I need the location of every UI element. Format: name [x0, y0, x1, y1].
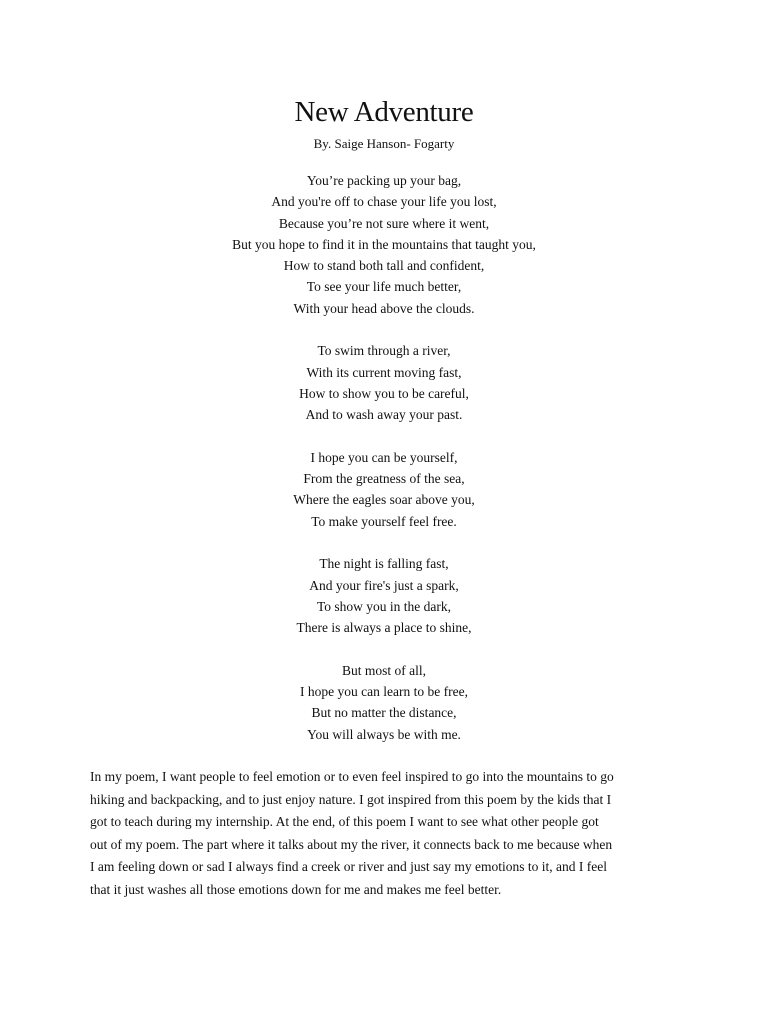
- poem-line: But you hope to find it in the mountains that taught you,: [232, 236, 536, 252]
- stanza-1: [0, 170, 768, 319]
- reflection-line: hiking and backpacking, and to just enjoy nature. I got inspired from this poem by the kids that I: [90, 791, 612, 807]
- poem-line: And your fire's just a spark,: [309, 577, 459, 593]
- reflection-line: out of my poem. The part where it talks about my the river, it connects back to me because when: [90, 836, 613, 852]
- poem-line: I hope you can learn to be free,: [300, 684, 468, 700]
- poem-line: To see your life much better,: [306, 279, 462, 295]
- poem-line: With its current moving fast,: [306, 364, 462, 380]
- poem-line: From the greatness of the sea,: [303, 471, 465, 487]
- reflection-paragraph: [90, 766, 690, 901]
- poem-line: The night is falling fast,: [319, 556, 449, 572]
- reflection-line: got to teach during my internship. At the end, of this poem I want to see what other people got: [90, 814, 599, 829]
- poem-line: To make yourself feel free.: [311, 513, 457, 529]
- poem-line: But no matter the distance,: [311, 705, 457, 721]
- reflection-line: that it just washes all those emotions down for me and makes me feel better.: [90, 881, 502, 897]
- poem-byline: By. Saige Hanson- Fogarty: [313, 136, 455, 151]
- poem-line: How to stand both tall and confident,: [283, 258, 485, 274]
- poem-line: You’re packing up your bag,: [306, 173, 462, 188]
- stanza-5: [0, 660, 768, 745]
- reflection-line: In my poem, I want people to feel emotion or to even feel inspired to go into the mountains to go: [90, 769, 614, 784]
- stanza-2: [0, 340, 768, 425]
- poem-line: And you're off to chase your life you lost,: [271, 194, 497, 210]
- poem-line: With your head above the clouds.: [293, 300, 475, 316]
- reflection-line: I am feeling down or sad I always find a creek or river and just say my emotions to it, and I feel: [90, 859, 607, 874]
- poem-line: How to show you to be careful,: [299, 385, 469, 401]
- poem-line: Where the eagles soar above you,: [293, 492, 475, 508]
- poem-line: To swim through a river,: [317, 343, 451, 359]
- poem-body: [0, 170, 768, 766]
- poem-line: There is always a place to shine,: [296, 620, 472, 636]
- poem-line: And to wash away your past.: [305, 407, 463, 423]
- poem-line: I hope you can be yourself,: [310, 449, 458, 465]
- stanza-4: [0, 553, 768, 638]
- poem-line: To show you in the dark,: [316, 598, 452, 614]
- poem-line: But most of all,: [342, 662, 426, 678]
- poem-title: New Adventure: [294, 96, 474, 128]
- poem-line: You will always be with me.: [307, 726, 461, 742]
- stanza-3: [0, 447, 768, 532]
- poem-line: Because you’re not sure where it went,: [278, 215, 490, 231]
